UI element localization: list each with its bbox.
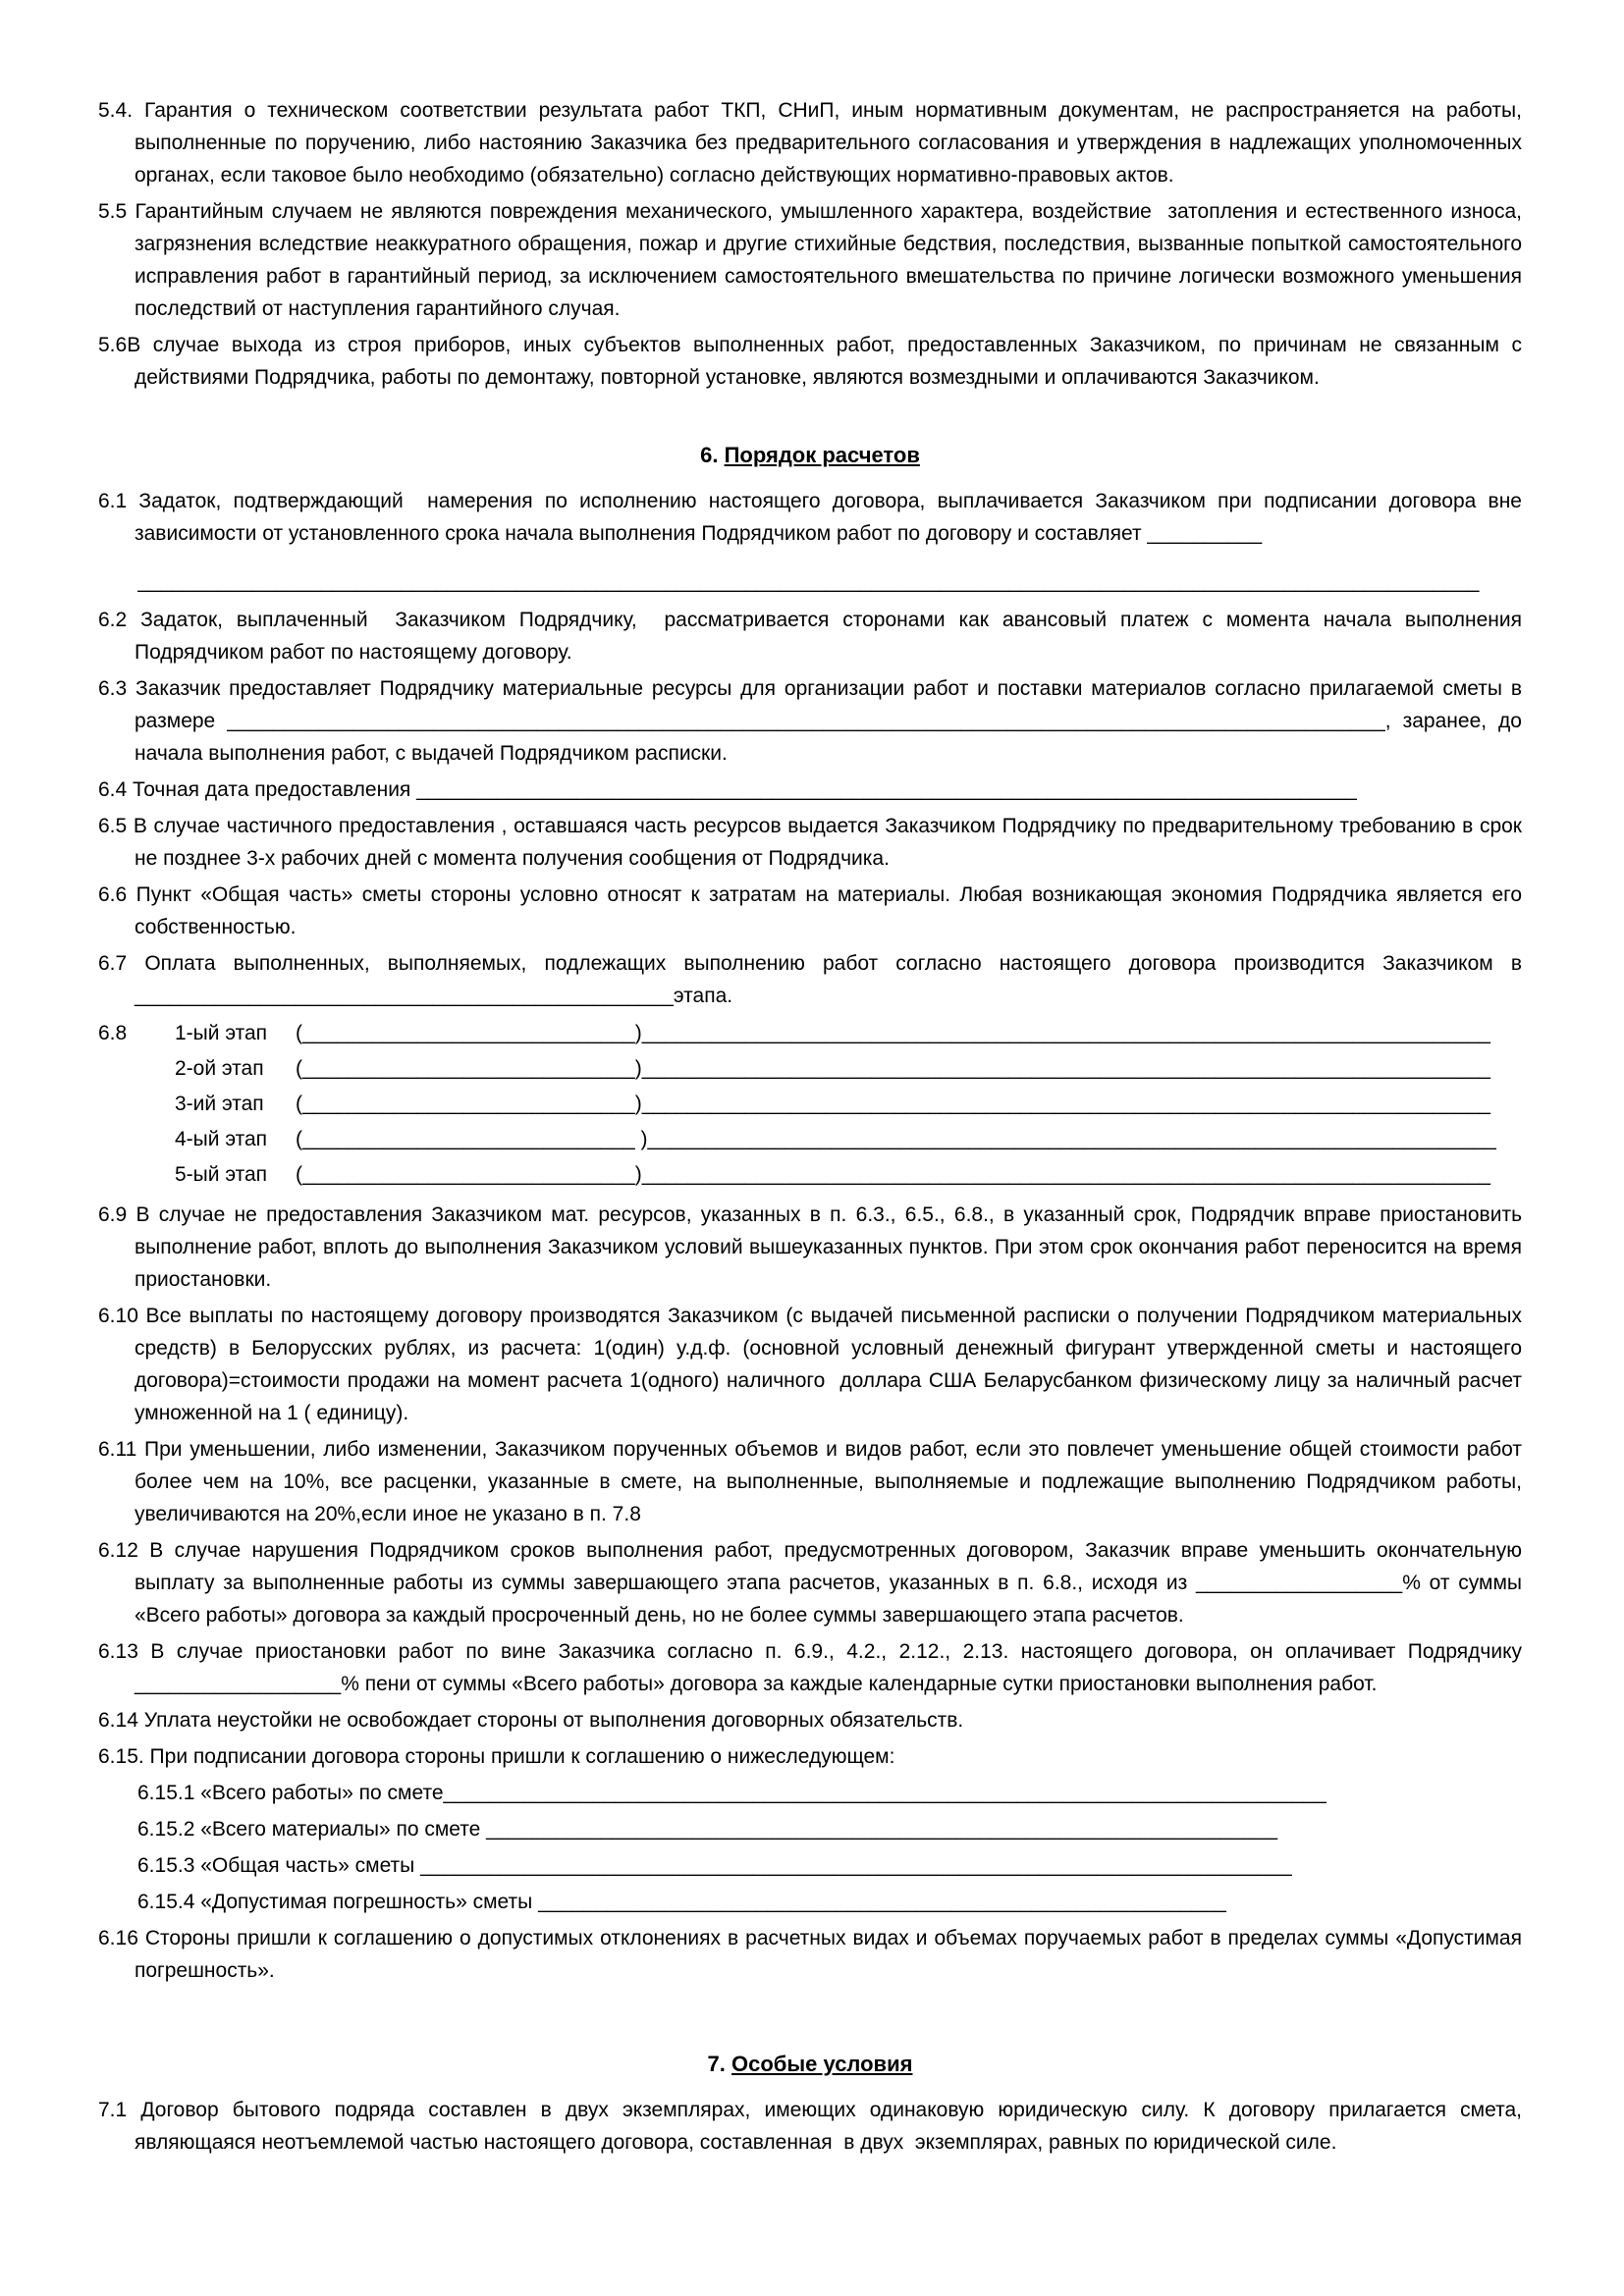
clause-6-5	[98, 810, 1528, 875]
clause-6-15-1	[137, 1777, 1522, 1809]
stage-row-2	[175, 1051, 1522, 1087]
clause-text: «Всего материалы» по смете _____________________________________________________________________	[200, 1818, 1278, 1841]
clause-6-10	[98, 1300, 1528, 1429]
clause-text: «Общая часть» сметы ____________________________________________________________________________	[200, 1854, 1292, 1877]
clause-7-1	[98, 2094, 1528, 2159]
clause-number: 6.11	[98, 1438, 145, 1461]
clause-6-13	[98, 1635, 1528, 1700]
stage-paren-blank: (_____________________________)	[296, 1093, 642, 1115]
clause-6-15-2	[137, 1813, 1522, 1845]
clause-text: В случае частичного предоставления , оставшаяся часть ресурсов выдается Заказчиком Подрядчику по предварительному требованию в срок не позднее 3-х рабочих дней с момента получения сообщения от Подрядчика.	[133, 815, 1528, 870]
clause-number: 5.4.	[98, 99, 145, 122]
stage-label: 3-ий этап	[175, 1093, 264, 1115]
clause-number: 6.1	[98, 490, 139, 512]
section-number: 7.	[707, 2052, 731, 2076]
clause-number: 6.13	[98, 1640, 151, 1663]
clause-number: 6.16	[98, 1927, 145, 1949]
stage-fill-blank: __________________________________________________________________________	[647, 1128, 1496, 1150]
clause-number: 6.2	[98, 609, 141, 631]
clause-text: Оплата выполненных, выполняемых, подлежащих выполнению работ согласно настоящего договора производится Заказчиком в _______________________________________________этапа.	[135, 952, 1528, 1007]
stage-label: 2-ой этап	[175, 1057, 264, 1080]
clause-text: Задаток, выплаченный Заказчиком Подрядчику, рассматривается сторонами как авансовый платеж с момента начала выполнения Подрядчиком работ по настоящему договору.	[135, 609, 1528, 664]
clause-text: В случае нарушения Подрядчиком сроков выполнения работ, предусмотренных договором, Заказчик вправе уменьшить окончательную выплату за выполненные работы из суммы завершающего этапа расчетов, указанных в п. 6.8., исходя из __________________% от суммы «Всего работы» договора за каждый просроченный день, но не более суммы завершающего этапа расчетов.	[135, 1539, 1528, 1627]
clause-number: 6.15.3	[137, 1854, 201, 1877]
stage-label: 1-ый этап	[175, 1022, 268, 1044]
clause-6-9	[98, 1199, 1528, 1296]
clause-number: 6.10	[98, 1305, 146, 1327]
section-title: Особые условия	[731, 2052, 913, 2076]
stage-row-1	[175, 1016, 1522, 1051]
clause-text: Уплата неустойки не освобождает стороны от выполнения договорных обязательств.	[143, 1709, 964, 1732]
clause-5-6	[98, 329, 1528, 394]
clause-number: 6.15.4	[137, 1891, 201, 1913]
clause-6-14	[98, 1704, 1522, 1736]
clause-text: Задаток, подтверждающий намерения по исполнению настоящего договора, выплачивается Заказчиком при подписании договора вне зависимости от установленного срока начала выполнения Подрядчиком работ по договору и составляет __________	[135, 490, 1528, 545]
clause-number: 6.15.1	[137, 1782, 201, 1804]
clause-text: Пункт «Общая часть» сметы стороны условно относят к затратам на материалы. Любая возникающая экономия Подрядчика является его собственностью.	[135, 883, 1528, 938]
stage-fill-blank: __________________________________________________________________________	[641, 1022, 1490, 1044]
stage-paren-blank: (_____________________________)	[296, 1163, 642, 1186]
stage-row-5	[175, 1157, 1522, 1193]
stage-fill-blank: __________________________________________________________________________	[641, 1057, 1490, 1080]
clause-text: Договор бытового подряда составлен в двух экземплярах, имеющих одинаковую юридическую силу. К договору прилагается смета, являющаяся неотъемлемой частью настоящего договора, составленная в двух экземплярах, равных по юридической силе.	[135, 2099, 1528, 2154]
clause-number: 6.14	[98, 1709, 144, 1732]
clause-5-5	[98, 195, 1528, 325]
stage-fill-blank: __________________________________________________________________________	[641, 1163, 1490, 1186]
clause-text: «Допустимая погрешность» сметы ____________________________________________________________	[200, 1891, 1226, 1913]
clause-number: 6.8	[98, 1022, 128, 1044]
section-title: Порядок расчетов	[724, 443, 920, 467]
clause-6-4	[98, 774, 1522, 806]
clause-text: В случае приостановки работ по вине Заказчика согласно п. 6.9., 4.2., 2.12., 2.13. настоящего договора, он оплачивает Подрядчику __________________% пени от суммы «Всего работы» договора за каждые календарные сутки приостановки выполнения работ.	[135, 1640, 1528, 1695]
clause-text: В случае не предоставления Заказчиком мат. ресурсов, указанных в п. 6.3., 6.5., 6.8., в указанный срок, Подрядчик вправе приостановить выполнение работ, вплоть до выполнения Заказчиком условий вышеуказанных пунктов. При этом срок окончания работ переносится на время приостановки.	[135, 1203, 1528, 1291]
clause-number: 6.7	[98, 952, 145, 975]
clause-number: 6.5	[98, 815, 134, 837]
clause-6-7	[98, 947, 1528, 1012]
clause-6-11	[98, 1433, 1528, 1530]
clause-6-12	[98, 1534, 1528, 1631]
clause-6-16	[98, 1922, 1528, 1987]
clause-text: Стороны пришли к соглашению о допустимых отклонениях в расчетных видах и объемах поручаемых работ в пределах суммы «Допустимая погрешность».	[135, 1927, 1528, 1982]
clause-6-15	[98, 1740, 1522, 1773]
stage-paren-blank: (_____________________________ )	[296, 1128, 648, 1150]
stage-label: 4-ый этап	[175, 1128, 268, 1150]
clause-text: Гарантия о техническом соответствии результата работ ТКП, СНиП, иным нормативным документам, не распространяется на работы, выполненные по поручению, либо настоянию Заказчика без предварительного согласования и утверждения в надлежащих уполномоченных органах, если таковое было необходимо (обязательно) согласно действующих нормативно-правовых актов.	[135, 99, 1528, 187]
clause-text: Гарантийным случаем не являются повреждения механического, умышленного характера, воздействие затопления и естественного износа, загрязнения вследствие неаккуратного обращения, пожар и другие стихийные бедствия, последствия, вызванные попыткой самостоятельного исправления работ в гарантийный период, за исключением самостоятельного вмешательства по причине логически возможного уменьшения последствий от наступления гарантийного случая.	[135, 200, 1528, 320]
clause-number: 5.6	[98, 334, 128, 356]
clause-text: В случае выхода из строя приборов, иных субъектов выполненных работ, предоставленных Заказчиком, по причинам не связанным с действиями Подрядчика, работы по демонтажу, повторной установке, являются возмездными и оплачиваются Заказчиком.	[127, 334, 1528, 389]
clause-text: Все выплаты по настоящему договору производятся Заказчиком (с выдачей письменной расписки о получении Подрядчиком материальных средств) в Белорусских рублях, из расчета: 1(один) у.д.ф. (основной условный денежный фигурант утвержденной сметы и настоящего договора)=стоимости продажи на момент расчета 1(одного) наличного доллара США Беларусбанком физическому лицу за наличный расчет умноженной на 1 ( единицу).	[135, 1305, 1528, 1424]
stage-paren-blank: (_____________________________)	[296, 1022, 642, 1044]
clause-text: Заказчик предоставляет Подрядчику материальные ресурсы для организации работ и поставки материалов согласно прилагаемой сметы в размере _____________________________________________________________________________________________________, заранее, до начала выполнения работ, с выдачей Подрядчиком расписки.	[135, 677, 1528, 765]
stage-row-3	[175, 1087, 1522, 1122]
clause-5-4	[98, 94, 1528, 191]
clause-text: «Всего работы» по смете_____________________________________________________________________________	[200, 1782, 1326, 1804]
clause-number: 6.3	[98, 677, 136, 700]
clause-number: 6.9	[98, 1203, 136, 1226]
clause-6-3	[98, 672, 1528, 770]
clause-number: 6.6	[98, 883, 136, 906]
clause-number: 6.12	[98, 1539, 150, 1562]
clause-number: 6.4	[98, 778, 134, 801]
section-7-heading	[98, 2048, 1522, 2080]
clause-text: При уменьшении, либо изменении, Заказчиком порученных объемов и видов работ, если это повлечет уменьшение общей стоимости работ более чем на 10%, все расценки, указанные в смете, на выполненные, выполняемые и подлежащие выполнению Подрядчиком работы, увеличиваются на 20%,если иное не указано в п. 7.8	[135, 1438, 1528, 1525]
clause-number: 6.15.2	[137, 1818, 201, 1841]
clause-6-1-blank-line: _____________________________________________________________________________________________________________________	[137, 570, 1480, 593]
stage-label: 5-ый этап	[175, 1163, 268, 1186]
clause-text: При подписании договора стороны пришли к соглашению о нижеследующем:	[149, 1745, 895, 1768]
clause-6-1	[98, 485, 1528, 550]
clause-6-6	[98, 879, 1528, 943]
clause-6-8-stages	[98, 1016, 1522, 1193]
stage-paren-blank: (_____________________________)	[296, 1057, 642, 1080]
clause-number: 6.15.	[98, 1745, 150, 1768]
clause-6-15-3	[137, 1849, 1522, 1882]
clause-6-15-4	[137, 1886, 1522, 1918]
clause-number: 7.1	[98, 2099, 141, 2121]
stage-row-4	[175, 1122, 1522, 1157]
clause-number: 5.5	[98, 200, 135, 223]
clause-6-2	[98, 604, 1528, 668]
section-6-heading	[98, 439, 1522, 471]
clause-text: Точная дата предоставления __________________________________________________________________________________	[133, 778, 1357, 801]
stage-fill-blank: __________________________________________________________________________	[641, 1093, 1490, 1115]
section-number: 6.	[700, 443, 725, 467]
